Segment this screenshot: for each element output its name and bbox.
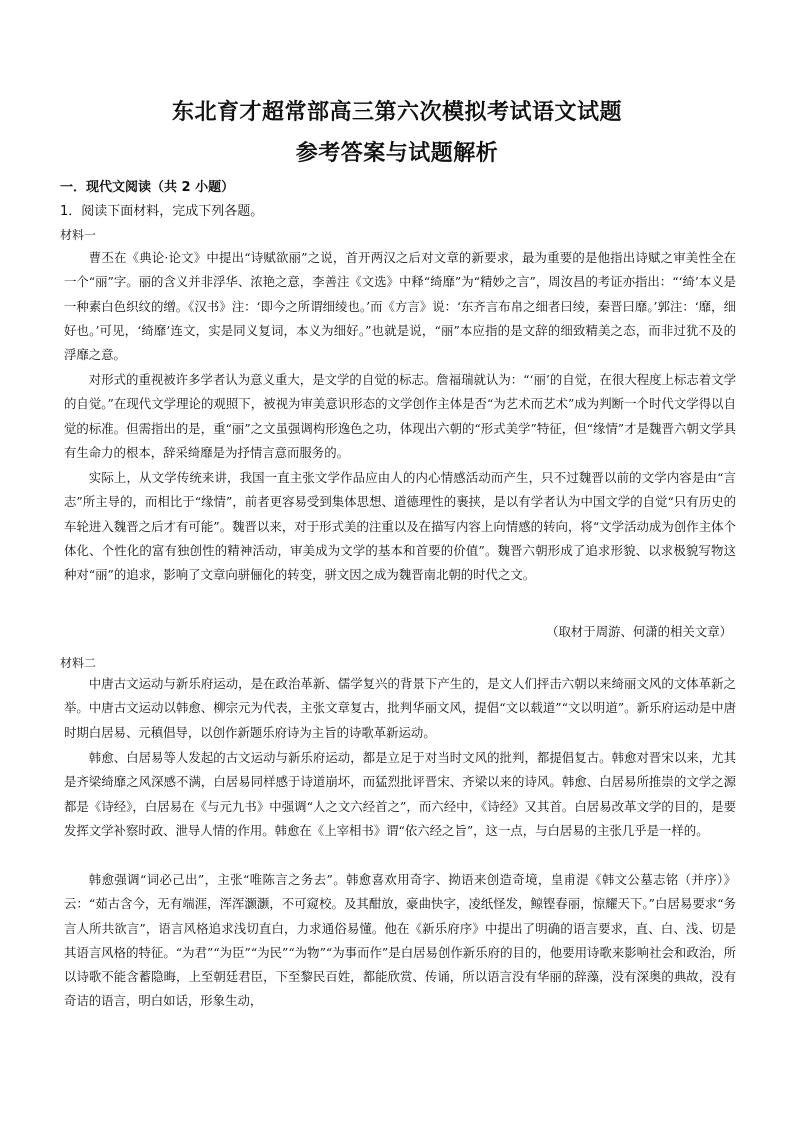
material1-label: 材料一: [60, 228, 97, 242]
document-title: 东北育才超常部高三第六次模拟考试语文试题: [171, 100, 622, 125]
question-prompt: 1．阅读下面材料，完成下列各题。: [60, 204, 264, 219]
material1-paragraph-3: 实际上，从文学传统来讲，我国一直主张文学作品应由人的内心情感活动而产生，只不过魏晋以前的文学内容是由“言志”所主导的，而相比于“缘情”，前者更容易受到集体思想、道德理性的裹挟，是以有学者认为中国文学的自觉“只有历史的车轮进入魏晋之后才有可能”。魏晋以来，对于形式美的注重以及在描写内容上向情感的转向，将“文学活动成为创作主体个体化、个性化的富有独创性的精神活动，审美成为文学的基本和首要的价值”。魏晋六朝形成了追求形貌、以求极貌写物这种对“丽”的追求，影响了文章向骈俪化的转变，骈文因之成为魏晋南北朝的时代之文。: [64, 470, 736, 583]
material1-paragraph-2: 对形式的重视被许多学者认为意义重大，是文学的自觉的标志。詹福瑞就认为：“‘丽’的自觉，在很大程度上标志着文学的自觉。”在现代文学理论的观照下，被视为审美意识形态的文学创作主体是否“为艺术而艺术”成为判断一个时代文学得以自觉的标准。但需指出的是，重“丽”之文虽强调构形逸色之功，体现出六朝的“形式美学”特征，但“缘情”才是魏晋六朝文学具有生命力的根本，辞采绮靡是为抒情言意而服务的。: [64, 372, 736, 460]
material1-paragraph-1: 曹丕在《典论·论文》中提出“诗赋欲丽”之说，首开两汉之后对文章的新要求，最为重要的是他指出诗赋之审美性全在一个“丽”字。丽的含义并非浮华、浓艳之意，李善注《文选》中释“绮靡”为“精妙之言”，周汝昌的考证亦指出：“‘绮’本义是一种素白色织纹的缯。《汉书》注：‘即今之所谓细绫也。’而《方言》说：‘东齐言布帛之细者曰绫，秦晋曰靡。’郭注：‘靡，细好也。’可见，‘绮靡’连文，实是同义复词，本义为细好。”也就是说，“丽”本应指的是文辞的细致精美之态，而非过犹不及的浮靡之意。: [64, 250, 736, 363]
document-subtitle: 参考答案与试题解析: [295, 141, 499, 166]
material2-paragraph-3: 韩愈强调“词必己出”，主张“唯陈言之务去”。韩愈喜欢用奇字、拗语来创造奇境，皇甫湜《韩文公墓志铭（并序）》云：“茹古含今，无有端涯，浑浑灏灏，不可窥校。及其酣放，豪曲快字，凌纸怪发，鲸铿春丽，惊耀天下。”白居易要求“务言人所共欲言”，语言风格追求浅切直白，力求通俗易懂。他在《新乐府序》中提出了明确的语言要求，直、白、浅、切是其语言风格的特征。“为君”“为臣”“为民”“为物”“为事而作”是白居易创作新乐府的目的，他要用诗歌来影响社会和政治，所以诗歌不能含蓄隐晦，上至朝廷君臣，下至黎民百姓，都能欣赏、传诵，所以语言没有华丽的辞藻，没有深奥的典故，没有奇诘的语言，明白如话，形象生动，: [64, 872, 736, 1009]
section-heading: 一．现代文阅读（共 2 小题）: [60, 180, 235, 195]
material2-label: 材料二: [60, 656, 97, 670]
material2-paragraph-1: 中唐古文运动与新乐府运动，是在政治革新、儒学复兴的背景下产生的，是文人们抨击六朝以来绮丽文风的文体革新之举。中唐古文运动以韩愈、柳宗元为代表，主张文章复古，批判华丽文风，提倡“文以载道”“文以明道”。新乐府运动是中唐时期白居易、元稹倡导，以创作新题乐府诗为主旨的诗歌革新运动。: [64, 676, 736, 740]
material2-paragraph-2: 韩愈、白居易等人发起的古文运动与新乐府运动，都是立足于对当时文风的批判，都提倡复古。韩愈对晋宋以来，尤其是齐梁绮靡之风深感不满，白居易同样感于诗道崩坏，而猛烈批评晋宋、齐梁以来的诗风。韩愈、白居易所推崇的文学之源都是《诗经》，白居易在《与元九书》中强调“人之文六经首之”，而六经中，《诗经》又其首。白居易改革文学的目的，是要发挥文学补察时政、泄导人情的作用。韩愈在《上宰相书》谓“依六经之旨”，这一点，与白居易的主张几乎是一样的。: [64, 750, 736, 838]
material1-source: （取材于周游、何潇的相关文章）: [546, 624, 732, 639]
